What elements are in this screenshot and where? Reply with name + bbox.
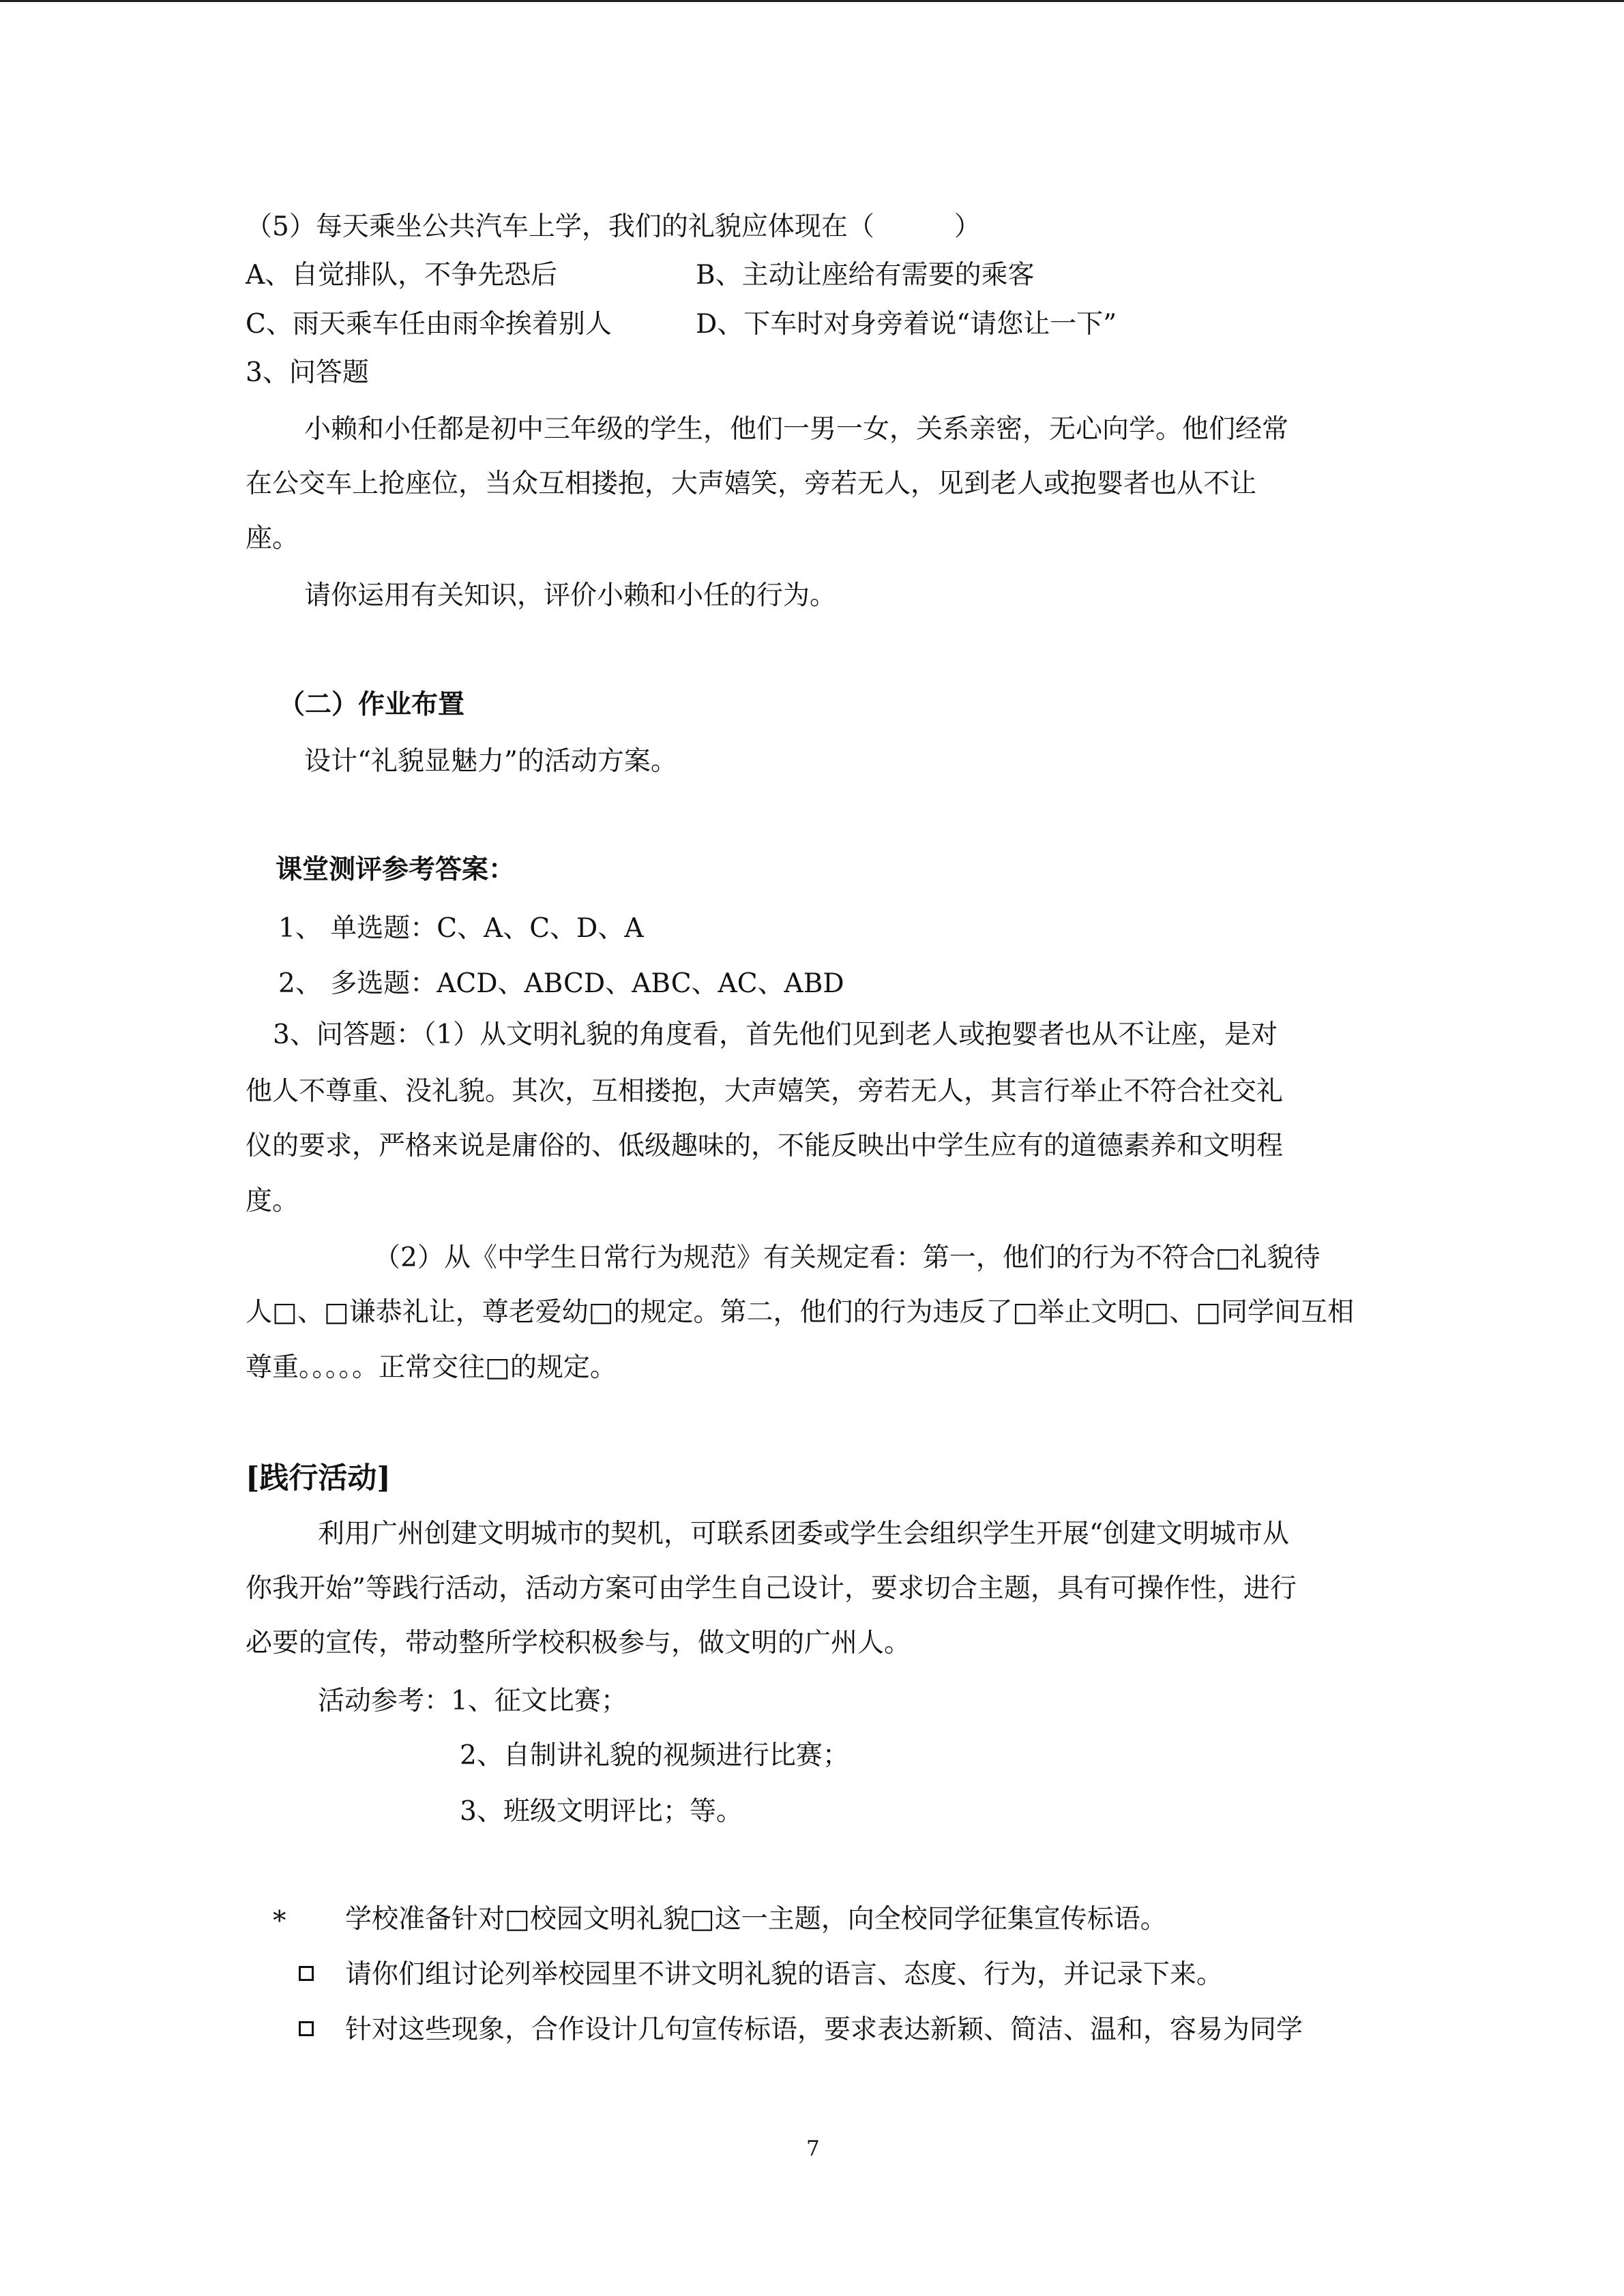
bullet-item-2: 请你们组讨论列举校园里不讲文明礼貌的语言、态度、行为，并记录下来。 [345, 1959, 1224, 1990]
activity-ref-1: 活动参考：1、征文比赛； [318, 1686, 628, 1716]
checkbox-icon [299, 2021, 314, 2036]
answer-qa-line-2: 他人不尊重、没礼貌。其次，互相搂抱，大声嬉笑，旁若无人，其言行举止不符合社交礼 [246, 1076, 1284, 1107]
q5-option-b: B、主动让座给有需要的乘客 [696, 260, 1035, 290]
answer-qa-part2-line-2: 人□、□谦恭礼让，尊老爱幼□的规定。第二，他们的行为违反了□举止文明□、□同学间互相 [246, 1297, 1355, 1328]
scenario-line-2: 在公交车上抢座位，当众互相搂抱，大声嬉笑，旁若无人，见到老人或抱婴者也从不让 [246, 468, 1257, 499]
answer-qa-part2-line-3: 尊重。。。。。正常交往□的规定。 [246, 1352, 617, 1383]
scenario-line-3: 座。 [246, 523, 299, 554]
practice-intro-line-3: 必要的宣传，带动整所学校积极参与，做文明的广州人。 [246, 1628, 911, 1658]
q5-option-d: D、下车时对身旁着说“请您让一下” [696, 309, 1117, 340]
answer-qa-line-3: 仪的要求，严格来说是庸俗的、低级趣味的，不能反映出中学生应有的道德素养和文明程 [246, 1131, 1284, 1161]
homework-task: 设计“礼貌显魅力”的活动方案。 [304, 746, 677, 777]
bullet-item-1: 学校准备针对□校园文明礼貌□这一主题，向全校同学征集宣传标语。 [345, 1904, 1167, 1935]
page-number: 7 [806, 2136, 820, 2161]
star-bullet-icon: * [273, 1906, 286, 1937]
answer-qa-line-4: 度。 [246, 1186, 299, 1217]
answers-heading: 课堂测评参考答案： [276, 854, 516, 885]
practice-heading: [践行活动] [246, 1461, 391, 1495]
answer-single-choice: 1、 单选题：C、A、C、D、A [278, 913, 644, 944]
q5-stem: （5）每天乘坐公共汽车上学，我们的礼貌应体现在（ ） [246, 211, 981, 242]
section3-title: 3、问答题 [246, 357, 369, 388]
practice-intro-line-2: 你我开始”等践行活动，活动方案可由学生自己设计，要求切合主题，具有可操作性，进行 [246, 1573, 1297, 1604]
q5-option-c: C、雨天乘车任由雨伞挨着别人 [246, 309, 612, 340]
activity-ref-2: 2、自制讲礼貌的视频进行比赛； [460, 1740, 849, 1771]
homework-heading: （二）作业布置 [278, 689, 465, 720]
answer-multi-choice: 2、 多选题：ACD、ABCD、ABC、AC、ABD [278, 968, 844, 999]
question-prompt: 请你运用有关知识，评价小赖和小任的行为。 [304, 580, 837, 611]
activity-ref-3: 3、班级文明评比；等。 [460, 1796, 743, 1827]
q5-option-a: A、自觉排队，不争先恐后 [246, 260, 558, 290]
answer-qa-line-1: 3、问答题：（1）从文明礼貌的角度看，首先他们见到老人或抱婴者也从不让座，是对 [273, 1019, 1278, 1050]
checkbox-icon [299, 1966, 314, 1981]
practice-intro-line-1: 利用广州创建文明城市的契机，可联系团委或学生会组织学生开展“创建文明城市从 [318, 1519, 1289, 1549]
answer-qa-part2-line-1: （2）从《中学生日常行为规范》有关规定看：第一，他们的行为不符合□礼貌待 [374, 1242, 1320, 1273]
bullet-item-3: 针对这些现象，合作设计几句宣传标语，要求表达新颖、简洁、温和，容易为同学 [345, 2014, 1303, 2045]
scenario-line-1: 小赖和小任都是初中三年级的学生，他们一男一女，关系亲密，无心向学。他们经常 [304, 414, 1289, 445]
top-border-line [0, 0, 1624, 2]
